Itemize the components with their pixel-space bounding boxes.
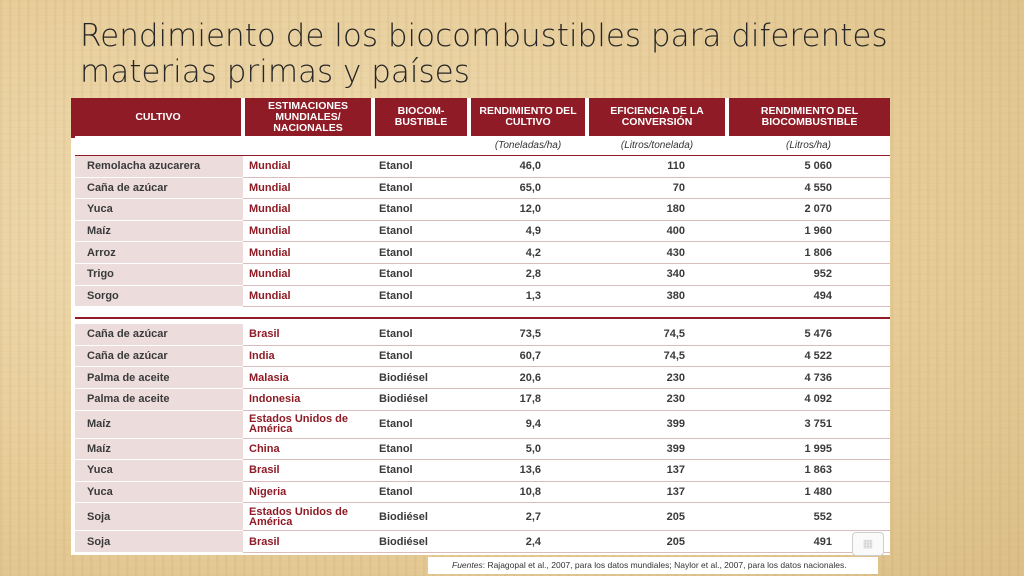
- table-row: [75, 242, 890, 264]
- header-row: [75, 98, 890, 136]
- biofuel-yield-cell: 4 092: [727, 388, 890, 410]
- separator-cell: [469, 307, 587, 319]
- estimate-cell: Brasil: [243, 324, 373, 345]
- table-row: [75, 324, 890, 345]
- biofuel-yield-cell: 1 480: [727, 481, 890, 503]
- separator-cell: [727, 307, 890, 319]
- table-row: [75, 220, 890, 242]
- estimate-cell: Indonesia: [243, 388, 373, 410]
- crop-cell: Caña de azúcar: [75, 345, 243, 367]
- unit-conversion: (Litros/tonelada): [587, 136, 727, 156]
- conversion-cell: 205: [587, 503, 727, 531]
- conversion-cell: 380: [587, 285, 727, 307]
- conversion-cell: 230: [587, 388, 727, 410]
- biofuel-cell: Etanol: [373, 345, 469, 367]
- estimate-cell: Malasia: [243, 367, 373, 389]
- biofuel-yield-table-panel: [71, 98, 890, 555]
- crop-cell: Yuca: [75, 481, 243, 503]
- biofuel-yield-cell: 952: [727, 263, 890, 285]
- conversion-cell: 399: [587, 438, 727, 460]
- crop-yield-cell: 9,4: [469, 410, 587, 438]
- unit-estimates: [243, 136, 373, 156]
- estimate-cell: Mundial: [243, 263, 373, 285]
- crop-cell: Palma de aceite: [75, 367, 243, 389]
- table-row: [75, 503, 890, 531]
- source-note-label: Fuentes: [452, 560, 483, 570]
- biofuel-yield-cell: 4 736: [727, 367, 890, 389]
- conversion-cell: 205: [587, 531, 727, 553]
- crop-cell: Remolacha azucarera: [75, 156, 243, 178]
- col-header-conversion-efficiency: EFICIENCIA DE LA CONVERSIÓN: [587, 98, 727, 136]
- crop-yield-cell: 60,7: [469, 345, 587, 367]
- group-separator: [75, 307, 890, 319]
- biofuel-cell: Etanol: [373, 242, 469, 264]
- crop-cell: Caña de azúcar: [75, 324, 243, 345]
- crop-yield-cell: 4,2: [469, 242, 587, 264]
- conversion-cell: 340: [587, 263, 727, 285]
- table-row: [75, 410, 890, 438]
- unit-biofuel: [373, 136, 469, 156]
- unit-crop-yield: (Toneladas/ha): [469, 136, 587, 156]
- crop-cell: Trigo: [75, 263, 243, 285]
- estimate-cell: Mundial: [243, 177, 373, 199]
- biofuel-yield-cell: 1 806: [727, 242, 890, 264]
- crop-yield-cell: 46,0: [469, 156, 587, 178]
- biofuel-cell: Etanol: [373, 460, 469, 482]
- crop-yield-cell: 2,8: [469, 263, 587, 285]
- col-header-crop: CULTIVO: [75, 98, 243, 136]
- col-header-biofuel: BIOCOM- BUSTIBLE: [373, 98, 469, 136]
- estimate-cell: Estados Unidos de América: [243, 410, 373, 438]
- conversion-cell: 180: [587, 199, 727, 221]
- conversion-cell: 430: [587, 242, 727, 264]
- crop-cell: Maíz: [75, 220, 243, 242]
- biofuel-cell: Biodiésel: [373, 531, 469, 553]
- crop-yield-cell: 2,4: [469, 531, 587, 553]
- estimate-cell: Mundial: [243, 242, 373, 264]
- crop-yield-cell: 12,0: [469, 199, 587, 221]
- table-overlay-icon: ▦: [852, 532, 884, 556]
- biofuel-cell: Etanol: [373, 177, 469, 199]
- source-note: [428, 557, 878, 574]
- crop-yield-cell: 20,6: [469, 367, 587, 389]
- conversion-cell: 74,5: [587, 324, 727, 345]
- crop-yield-cell: 13,6: [469, 460, 587, 482]
- biofuel-yield-cell: 5 060: [727, 156, 890, 178]
- biofuel-cell: Etanol: [373, 199, 469, 221]
- crop-cell: Palma de aceite: [75, 388, 243, 410]
- separator-cell: [373, 307, 469, 319]
- biofuel-cell: Etanol: [373, 324, 469, 345]
- conversion-cell: 137: [587, 460, 727, 482]
- conversion-cell: 400: [587, 220, 727, 242]
- biofuel-yield-cell: 2 070: [727, 199, 890, 221]
- col-header-estimates: ESTIMACIONES MUNDIALES/ NACIONALES: [243, 98, 373, 136]
- col-header-crop-yield: RENDIMIENTO DEL CULTIVO: [469, 98, 587, 136]
- biofuel-cell: Etanol: [373, 481, 469, 503]
- biofuel-cell: Biodiésel: [373, 367, 469, 389]
- source-note-text: : Rajagopal et al., 2007, para los datos mundiales; Naylor et al., 2007, para los datos nacionales.: [482, 560, 847, 570]
- separator-cell: [75, 307, 243, 319]
- biofuel-yield-cell: 491: [727, 531, 890, 553]
- table-body: [75, 136, 890, 552]
- estimate-cell: Mundial: [243, 220, 373, 242]
- estimate-cell: Mundial: [243, 156, 373, 178]
- biofuel-cell: Etanol: [373, 438, 469, 460]
- biofuel-yield-cell: 1 960: [727, 220, 890, 242]
- conversion-cell: 399: [587, 410, 727, 438]
- units-row: [75, 136, 890, 156]
- estimate-cell: China: [243, 438, 373, 460]
- biofuel-yield-cell: 1 863: [727, 460, 890, 482]
- estimate-cell: Brasil: [243, 460, 373, 482]
- table-row: [75, 285, 890, 307]
- crop-cell: Yuca: [75, 199, 243, 221]
- conversion-cell: 110: [587, 156, 727, 178]
- separator-cell: [587, 307, 727, 319]
- table-row: [75, 367, 890, 389]
- unit-crop: [75, 136, 243, 156]
- crop-yield-cell: 2,7: [469, 503, 587, 531]
- conversion-cell: 137: [587, 481, 727, 503]
- col-header-biofuel-yield: RENDIMIENTO DEL BIOCOMBUSTIBLE: [727, 98, 890, 136]
- biofuel-yield-cell: 5 476: [727, 324, 890, 345]
- conversion-cell: 70: [587, 177, 727, 199]
- estimate-cell: Nigeria: [243, 481, 373, 503]
- biofuel-cell: Etanol: [373, 410, 469, 438]
- crop-cell: Soja: [75, 503, 243, 531]
- biofuel-yield-cell: 552: [727, 503, 890, 531]
- biofuel-cell: Biodiésel: [373, 388, 469, 410]
- crop-yield-cell: 65,0: [469, 177, 587, 199]
- biofuel-yield-table: [75, 98, 890, 553]
- crop-yield-cell: 5,0: [469, 438, 587, 460]
- crop-yield-cell: 10,8: [469, 481, 587, 503]
- table-row: [75, 345, 890, 367]
- table-row: [75, 263, 890, 285]
- unit-biofuel-yield: (Litros/ha): [727, 136, 890, 156]
- biofuel-cell: Etanol: [373, 156, 469, 178]
- separator-cell: [243, 307, 373, 319]
- biofuel-yield-cell: 494: [727, 285, 890, 307]
- table-row: [75, 460, 890, 482]
- crop-cell: Arroz: [75, 242, 243, 264]
- biofuel-yield-cell: 4 550: [727, 177, 890, 199]
- crop-yield-cell: 4,9: [469, 220, 587, 242]
- slide-title: Rendimiento de los biocombustibles para diferentes materias primas y países: [80, 18, 888, 90]
- crop-cell: Caña de azúcar: [75, 177, 243, 199]
- biofuel-cell: Biodiésel: [373, 503, 469, 531]
- estimate-cell: Brasil: [243, 531, 373, 553]
- crop-cell: Yuca: [75, 460, 243, 482]
- biofuel-yield-cell: 1 995: [727, 438, 890, 460]
- biofuel-cell: Etanol: [373, 220, 469, 242]
- biofuel-yield-cell: 4 522: [727, 345, 890, 367]
- estimate-cell: Mundial: [243, 285, 373, 307]
- table-row: [75, 438, 890, 460]
- crop-cell: Maíz: [75, 410, 243, 438]
- table-row: [75, 388, 890, 410]
- estimate-cell: India: [243, 345, 373, 367]
- conversion-cell: 74,5: [587, 345, 727, 367]
- table-row: [75, 177, 890, 199]
- estimate-cell: Estados Unidos de América: [243, 503, 373, 531]
- crop-yield-cell: 17,8: [469, 388, 587, 410]
- biofuel-cell: Etanol: [373, 263, 469, 285]
- estimate-cell: Mundial: [243, 199, 373, 221]
- crop-yield-cell: 73,5: [469, 324, 587, 345]
- crop-yield-cell: 1,3: [469, 285, 587, 307]
- table-row: [75, 481, 890, 503]
- crop-cell: Maíz: [75, 438, 243, 460]
- table-row: [75, 199, 890, 221]
- crop-cell: Soja: [75, 531, 243, 553]
- conversion-cell: 230: [587, 367, 727, 389]
- table-row: [75, 531, 890, 553]
- crop-cell: Sorgo: [75, 285, 243, 307]
- biofuel-cell: Etanol: [373, 285, 469, 307]
- table-row: [75, 156, 890, 178]
- biofuel-yield-cell: 3 751: [727, 410, 890, 438]
